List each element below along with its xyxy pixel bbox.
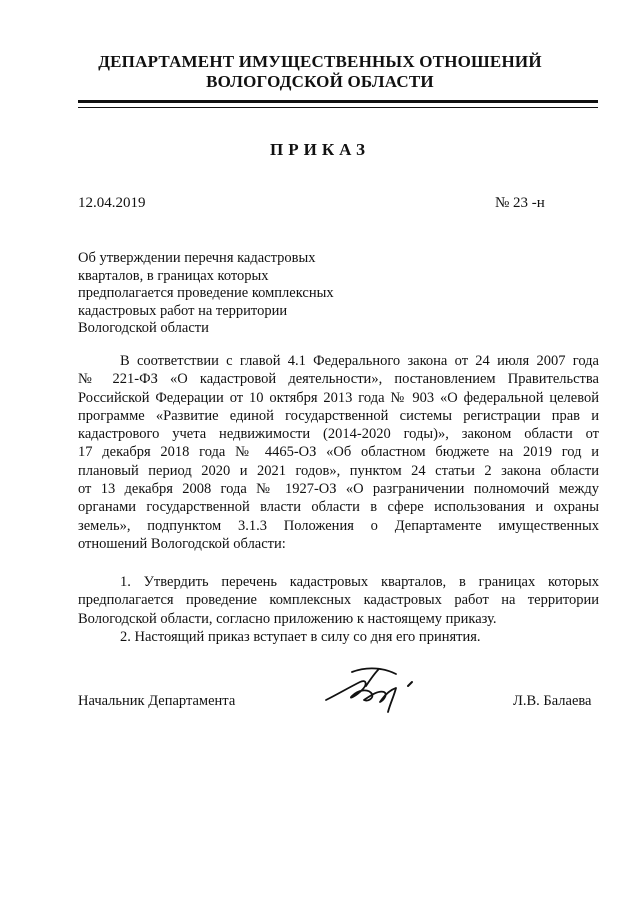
header-line-2: ВОЛОГОДСКОЙ ОБЛАСТИ — [206, 72, 434, 91]
header-rule-thick — [78, 100, 598, 103]
handwritten-signature — [318, 660, 448, 720]
preamble-line: органами государственной власти области в сфере использования и охраны — [78, 499, 599, 516]
document-subject — [78, 250, 378, 338]
header-line-1: ДЕПАРТАМЕНТ ИМУЩЕСТВЕННЫХ ОТНОШЕНИЙ — [98, 52, 542, 71]
subject-line: Об утверждении перечня кадастровых — [78, 250, 316, 266]
document-title: ПРИКАЗ — [270, 140, 370, 159]
subject-line: кадастровых работ на территории — [78, 302, 288, 319]
preamble-line: отношений Вологодской области: — [78, 535, 286, 552]
preamble-paragraph — [78, 352, 599, 553]
preamble-line: кадастрового учета недвижимости (2014-2020 годы)», законом области от — [78, 426, 599, 443]
preamble-line: программе «Развитие единой государственной системы регистрации прав и — [78, 407, 599, 424]
department-header — [0, 52, 640, 92]
preamble-line: плановый период 2020 и 2021 годов», пунктом 24 статьи 2 закона области — [78, 462, 599, 479]
preamble-line: Российской Федерации от 10 октября 2013 года № 903 «О федеральной целевой — [78, 389, 599, 406]
item-1-line: Вологодской области, согласно приложению к настоящему приказу. — [78, 610, 497, 627]
preamble-line: В соответствии с главой 4.1 Федерального закона от 24 июля 2007 года — [120, 353, 599, 369]
item-1-line: 1. Утвердить перечень кадастровых кварталов, в границах которых — [120, 574, 599, 590]
preamble-line: от 13 декабря 2008 года № 1927-ОЗ «О разграничении полномочий между — [78, 481, 599, 498]
preamble-line: земель», подпунктом 3.1.3 Положения о Департаменте имущественных — [78, 517, 599, 534]
header-rule-thin — [78, 107, 598, 108]
subject-line: кварталов, в границах которых — [78, 267, 269, 284]
preamble-line: № 221-ФЗ «О кадастровой деятельности», постановлением Правительства — [78, 371, 599, 388]
document-date: 12.04.2019 — [78, 195, 146, 211]
signatory-name: Л.В. Балаева — [513, 693, 592, 709]
item-2-line: 2. Настоящий приказ вступает в силу со дня его принятия. — [120, 628, 481, 645]
preamble-line: 17 декабря 2018 года № 4465-ОЗ «Об областном бюджете на 2019 год и — [78, 444, 599, 461]
subject-line: Вологодской области — [78, 320, 209, 336]
order-items — [78, 573, 599, 646]
signatory-position: Начальник Департамента — [78, 693, 236, 709]
item-1-line: предполагается проведение комплексных кадастровых работ на территории — [78, 592, 599, 609]
subject-line: предполагается проведение комплексных — [78, 285, 334, 301]
document-number: № 23 -н — [495, 195, 545, 211]
